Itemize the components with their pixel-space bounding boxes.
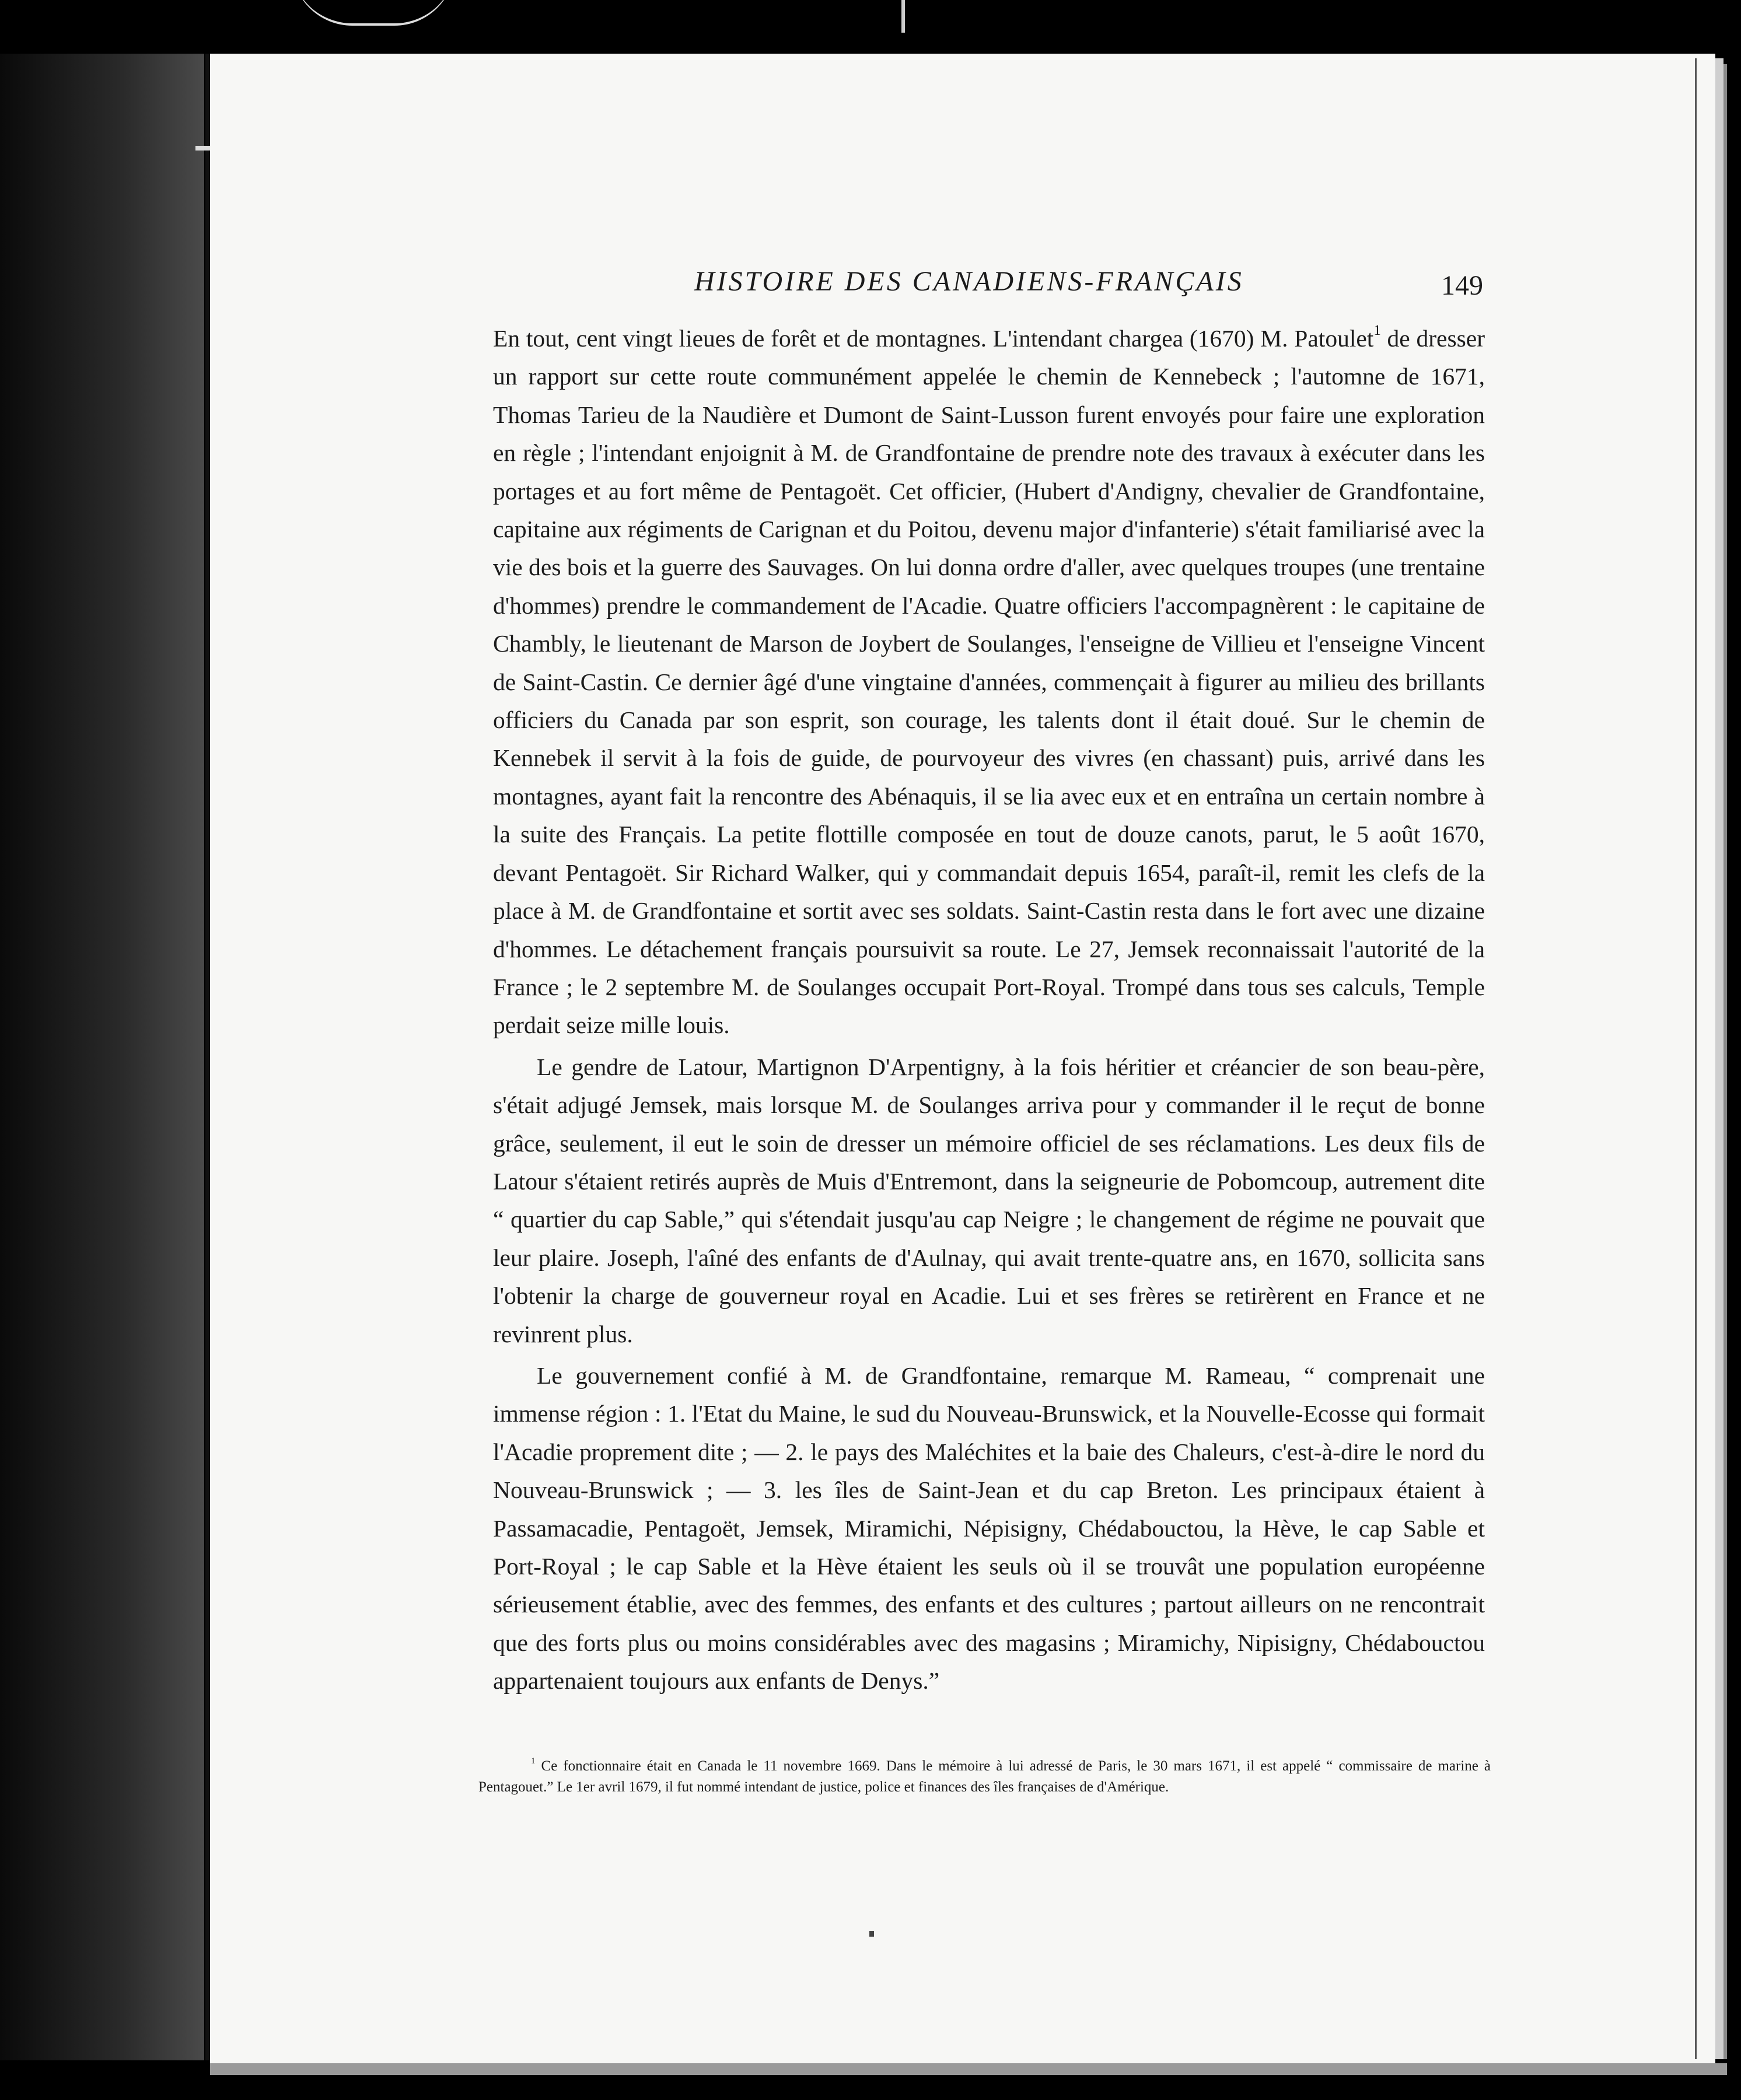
page-number: 149 bbox=[1441, 270, 1483, 301]
footnote-text: Ce fonctionnaire était en Canada le 11 novembre 1669. Dans le mémoire à lui adressé de Paris, le 30 mars 1671, il est appelé “ commissaire de marine à Pentagouet.” Le 1er avril 1679, il fut nommé intendant de justice, police et finances des îles françaises de d'Amérique. bbox=[478, 1758, 1491, 1795]
page-bottom-edge bbox=[210, 2063, 1727, 2075]
paragraph-text-continued: de dresser un rapport sur cette route communément appelée le chemin de Kennebeck ; l'automne de 1671, Thomas Tarieu de la Naudière et Dumont de Saint-Lusson furent envoyés pour faire une exploration en règle ; l'intendant enjoignit à M. de Grandfontaine de prendre note des travaux à exécuter dans les portages et au fort même de Pentagoët. Cet officier, (Hubert d'Andigny, chevalier de Grandfontaine, capitaine aux régiments de Carignan et du Poitou, devenu major d'infanterie) s'était familiarisé avec la vie des bois et la guerre des Sauvages. On lui donna ordre d'aller, avec quelques troupes (une trentaine d'hommes) prendre le commandement de l'Acadie. Quatre officiers l'accompagnèrent : le capitaine de Chambly, le lieutenant de Marson de Joybert de Soulanges, l'enseigne de Villieu et l'enseigne Vincent de Saint-Castin. Ce dernier âgé d'une vingtaine d'années, commençait à figurer au milieu des brillants officiers du Canada par son esprit, son courage, les talents dont il était doué. Sur le chemin de Kennebek il servit à la fois de guide, de pourvoyeur des vivres (en chassant) puis, arrivé dans les montagnes, ayant fait la rencontre des Abénaquis, il se lia avec eux et en entraîna un certain nombre à la suite des Français. La petite flottille composée en tout de douze canots, parut, le 5 août 1670, devant Pentagoët. Sir Richard Walker, qui y commandait depuis 1654, paraît-il, remit les clefs de la place à M. de Grandfontaine et sortit avec ses soldats. Saint-Castin resta dans le fort avec une dizaine d'hommes. Le détachement français poursuivit sa route. Le 27, Jemsek reconnaissait l'autorité de la France ; le 2 septembre M. de Soulanges occupait Port-Royal. Trompé dans tous ses calculs, Temple perdait seize mille louis. bbox=[493, 325, 1485, 1039]
page-edge-rule bbox=[1695, 58, 1697, 2059]
book-gutter bbox=[205, 54, 209, 2060]
running-head: HISTOIRE DES CANADIENS-FRANÇAIS bbox=[694, 266, 1244, 297]
paragraph-text: En tout, cent vingt lieues de forêt et de montagnes. L'intendant chargea (1670) M. Patoulet bbox=[493, 325, 1374, 352]
paragraph-2: Le gendre de Latour, Martignon D'Arpentigny, à la fois héritier et créancier de son beau-père, s'était adjugé Jemsek, mais lorsque M. de Soulanges arriva pour y commander il le reçut de bonne grâce, seulement, il eut le soin de dresser un mémoire officiel de ses réclamations. Les deux fils de Latour s'étaient retirés auprès de Muis d'Entremont, dans la seigneurie de Pobomcoup, autrement dite “ quartier du cap Sable,” qui s'étendait jusqu'au cap Neigre ; le changement de régime ne pouvait que leur plaire. Joseph, l'aîné des enfants de d'Aulnay, qui avait trente-quatre ans, en 1670, sollicita sans l'obtenir la charge de gouverneur royal en Acadie. Lui et ses frères se retirèrent en France et ne revinrent plus. bbox=[493, 1053, 1485, 1348]
footnote-1 bbox=[478, 1756, 1491, 1798]
footnote-reference[interactable]: 1 bbox=[1373, 323, 1381, 339]
body-text bbox=[493, 320, 1485, 1700]
previous-page-edge bbox=[0, 54, 204, 2060]
page-right-edge-shadow bbox=[1723, 64, 1727, 2059]
paragraph-3: Le gouvernement confié à M. de Grandfontaine, remarque M. Rameau, “ comprenait une immense région : 1. l'Etat du Maine, le sud du Nouveau-Brunswick, et la Nouvelle-Ecosse qui formait l'Acadie proprement dite ; — 2. le pays des Maléchites et la baie des Chaleurs, c'est-à-dire le nord du Nouveau-Brunswick ; — 3. les îles de Saint-Jean et du cap Breton. Les principaux étaient à Passamacadie, Pentagoët, Jemsek, Miramichi, Népisigny, Chédabouctou, la Hève, le cap Sable et Port-Royal ; le cap Sable et la Hève étaient les seuls où il se trouvât une population européenne sérieusement établie, avec des femmes, des enfants et des cultures ; partout ailleurs on ne rencontrait que des forts plus ou moins considérables avec des magasins ; Miramichy, Nipisigny, Chédabouctou appartenaient toujours aux enfants de Denys.” bbox=[493, 1362, 1485, 1695]
footnote-marker: 1 bbox=[531, 1756, 536, 1766]
scan-artifact-smudge bbox=[869, 1931, 874, 1937]
footnotes bbox=[478, 1756, 1491, 1798]
scan-artifact-tick bbox=[901, 0, 905, 33]
page-right-edge bbox=[1715, 58, 1723, 2059]
paragraph-1 bbox=[493, 320, 1485, 1045]
